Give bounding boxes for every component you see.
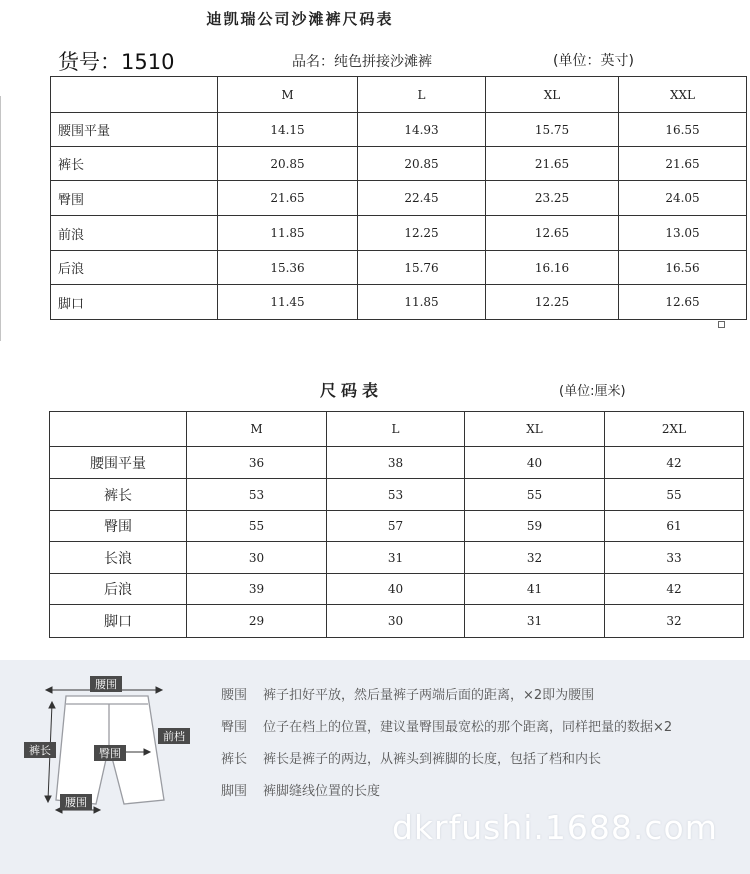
table-cell: 15.75 (486, 113, 619, 147)
row-label: 后浪 (51, 251, 218, 285)
unit-cm: (单位:厘米) (559, 384, 626, 399)
table-row (51, 181, 747, 216)
table-cell: 12.25 (486, 285, 619, 320)
shorts-diagram (18, 668, 208, 818)
table-cell: 14.15 (218, 113, 358, 147)
table-row (51, 113, 747, 147)
table-cell: 53 (327, 479, 465, 511)
cm-size-table (49, 411, 744, 638)
table-row (50, 574, 744, 605)
table-cell: 13.05 (619, 216, 747, 251)
header-cell: M (187, 412, 327, 447)
table-cell: 23.25 (486, 181, 619, 216)
front-rise-tag-label: 前档 (163, 730, 185, 743)
front-rise-tag (158, 728, 190, 744)
hip-tag-label: 臀围 (99, 747, 121, 760)
table-cell: 11.45 (218, 285, 358, 320)
header-cell: 2XL (605, 412, 744, 447)
table-cell: 20.85 (218, 147, 358, 181)
table-cell: 32 (465, 542, 605, 574)
inch-size-table (50, 76, 747, 320)
table-row (50, 605, 744, 638)
table-row (51, 251, 747, 285)
row-label: 臀围 (50, 511, 187, 542)
table-cell: 15.76 (358, 251, 486, 285)
table-row (51, 147, 747, 181)
length-tag (24, 742, 56, 758)
table-cell: 16.56 (619, 251, 747, 285)
table-cell: 12.65 (619, 285, 747, 320)
row-label: 腰围平量 (51, 113, 218, 147)
left-edge-line (0, 96, 1, 341)
table-cell: 36 (187, 447, 327, 479)
table-cell: 16.55 (619, 113, 747, 147)
table-cell: 31 (327, 542, 465, 574)
table-cell: 42 (605, 447, 744, 479)
table-cell: 30 (327, 605, 465, 638)
table-cell: 21.65 (486, 147, 619, 181)
header-cell: XXL (619, 77, 747, 113)
page-title: 迪凯瑞公司沙滩裤尺码表 (206, 10, 394, 28)
table-cell: 42 (605, 574, 744, 605)
table-cell: 33 (605, 542, 744, 574)
guide-text: 裤长是裤子的两边，从裤头到裤脚的长度，包括了档和内长 (263, 752, 602, 767)
table-cell: 55 (465, 479, 605, 511)
table-cell: 12.25 (358, 216, 486, 251)
table-cell: 15.36 (218, 251, 358, 285)
header-cell: M (218, 77, 358, 113)
product-name: 品名：纯色拼接沙滩裤 (292, 54, 432, 70)
table-row (51, 285, 747, 320)
header-cell: L (327, 412, 465, 447)
guide-term: 臀围 (221, 720, 248, 735)
row-label: 裤长 (50, 479, 187, 511)
hip-tag (94, 745, 126, 761)
table-cell: 21.65 (619, 147, 747, 181)
table-cell: 30 (187, 542, 327, 574)
row-label: 后浪 (50, 574, 187, 605)
leg-opening-tag (60, 794, 92, 810)
table-cell: 32 (605, 605, 744, 638)
table-cell: 14.93 (358, 113, 486, 147)
waist-tag-label: 腰围 (95, 678, 117, 691)
unit-inch: (单位：英寸) (553, 53, 634, 69)
table-cell: 29 (187, 605, 327, 638)
table-row (51, 216, 747, 251)
table-header-row (50, 412, 744, 447)
table-cell: 21.65 (218, 181, 358, 216)
table-cell: 16.16 (486, 251, 619, 285)
header-cell: XL (465, 412, 605, 447)
header-cell: L (358, 77, 486, 113)
row-label: 裤长 (51, 147, 218, 181)
table-cell: 20.85 (358, 147, 486, 181)
guide-item-hip (221, 716, 672, 735)
guide-text: 裤子扣好平放，然后量裤子两端后面的距离，×2即为腰围 (263, 688, 595, 703)
table-row (50, 447, 744, 479)
table-cell: 40 (327, 574, 465, 605)
table-cell: 12.65 (486, 216, 619, 251)
table-cell: 31 (465, 605, 605, 638)
guide-text: 裤脚缝线位置的长度 (263, 784, 381, 799)
guide-item-leg-opening (221, 780, 380, 799)
table-row (50, 479, 744, 511)
guide-item-length (221, 748, 601, 767)
table-cell: 22.45 (358, 181, 486, 216)
table-cell: 39 (187, 574, 327, 605)
table-cell: 55 (187, 511, 327, 542)
header-cell: XL (486, 77, 619, 113)
table-row (50, 511, 744, 542)
table-cell: 53 (187, 479, 327, 511)
table-row (50, 542, 744, 574)
table-cell: 57 (327, 511, 465, 542)
guide-term: 脚围 (221, 784, 248, 799)
table-cell: 41 (465, 574, 605, 605)
guide-text: 位子在档上的位置，建议量臀围最宽松的那个距离，同样把量的数据×2 (263, 720, 673, 735)
table-cell: 24.05 (619, 181, 747, 216)
table-cell: 11.85 (218, 216, 358, 251)
guide-term: 腰围 (221, 688, 248, 703)
leg-opening-tag-label: 腰围 (65, 796, 87, 809)
header-cell (50, 412, 187, 447)
table-cell: 38 (327, 447, 465, 479)
table-cell: 55 (605, 479, 744, 511)
table-cell: 61 (605, 511, 744, 542)
guide-term: 裤长 (221, 752, 248, 767)
row-label: 前浪 (51, 216, 218, 251)
table-resize-handle[interactable] (718, 321, 725, 328)
table-cell: 40 (465, 447, 605, 479)
row-label: 腰围平量 (50, 447, 187, 479)
table-header-row (51, 77, 747, 113)
row-label: 长浪 (50, 542, 187, 574)
cm-section-title: 尺码表 (320, 381, 384, 400)
shop-watermark: dkrfushi.1688.com (392, 808, 718, 847)
guide-item-waist (221, 684, 594, 703)
table-cell: 11.85 (358, 285, 486, 320)
header-cell (51, 77, 218, 113)
waist-tag (90, 676, 122, 692)
length-tag-label: 裤长 (29, 744, 51, 757)
table-cell: 59 (465, 511, 605, 542)
row-label: 臀围 (51, 181, 218, 216)
row-label: 脚口 (50, 605, 187, 638)
row-label: 脚口 (51, 285, 218, 320)
item-number: 货号：1510 (58, 50, 175, 74)
